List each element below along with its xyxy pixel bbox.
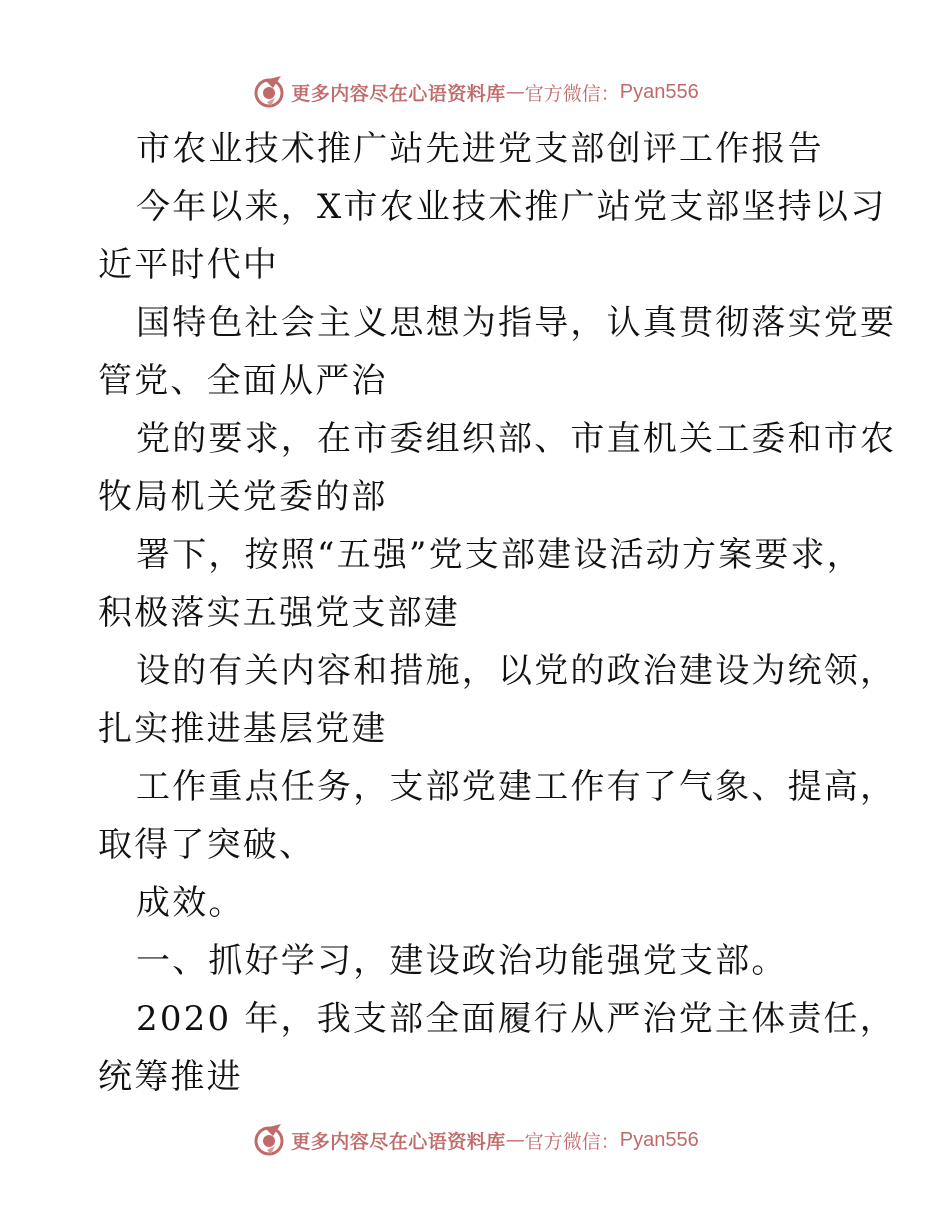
text-line: 2020 年，我支部全面履行从严治党主体责任，: [136, 999, 896, 1039]
pen-logo-icon: [251, 74, 287, 110]
header-banner: [0, 70, 950, 114]
text-line: 成效。: [136, 883, 245, 923]
text-line: 今年以来，X市农业技术推广站党支部坚持以习: [136, 187, 887, 227]
text-line: 积极落实五强党支部建: [98, 593, 460, 633]
text-line: 设的有关内容和措施，以党的政治建设为统领，: [136, 651, 897, 691]
text-line: 统筹推进: [98, 1057, 243, 1097]
text-line: 牧局机关党委的部: [98, 477, 388, 517]
text-line: 取得了突破、: [98, 825, 316, 865]
text-line: 工作重点任务，支部党建工作有了气象、提高，: [136, 767, 897, 807]
text-line: 党的要求，在市委组织部、市直机关工委和市农: [136, 419, 897, 459]
text-line: 管党、全面从严治: [98, 361, 388, 401]
banner-text: 更多内容尽在心语资料库: [291, 1130, 506, 1153]
banner-wechat-label: 官方微信：: [524, 82, 620, 105]
text-line: 署下，按照“五强”党支部建设活动方案要求，: [136, 535, 863, 575]
banner-dash: —: [505, 81, 525, 103]
banner-text: 更多内容尽在心语资料库: [291, 82, 506, 105]
banner-wechat-label: 官方微信：: [524, 1130, 620, 1153]
text-line: 扎实推进基层党建: [98, 709, 388, 749]
section-heading: 一、抓好学习，建设政治功能强党支部。: [136, 941, 788, 981]
banner-wechat-id: Pyan556: [619, 80, 699, 103]
banner-dash: —: [505, 1129, 525, 1151]
document-title: 市农业技术推广站先进党支部创评工作报告: [136, 129, 824, 169]
pen-logo-icon: [251, 1122, 287, 1158]
text-line: 国特色社会主义思想为指导，认真贯彻落实党要: [136, 303, 897, 343]
banner-wechat-id: Pyan556: [619, 1128, 699, 1151]
text-line: 近平时代中: [98, 245, 279, 285]
footer-banner: [0, 1118, 950, 1162]
